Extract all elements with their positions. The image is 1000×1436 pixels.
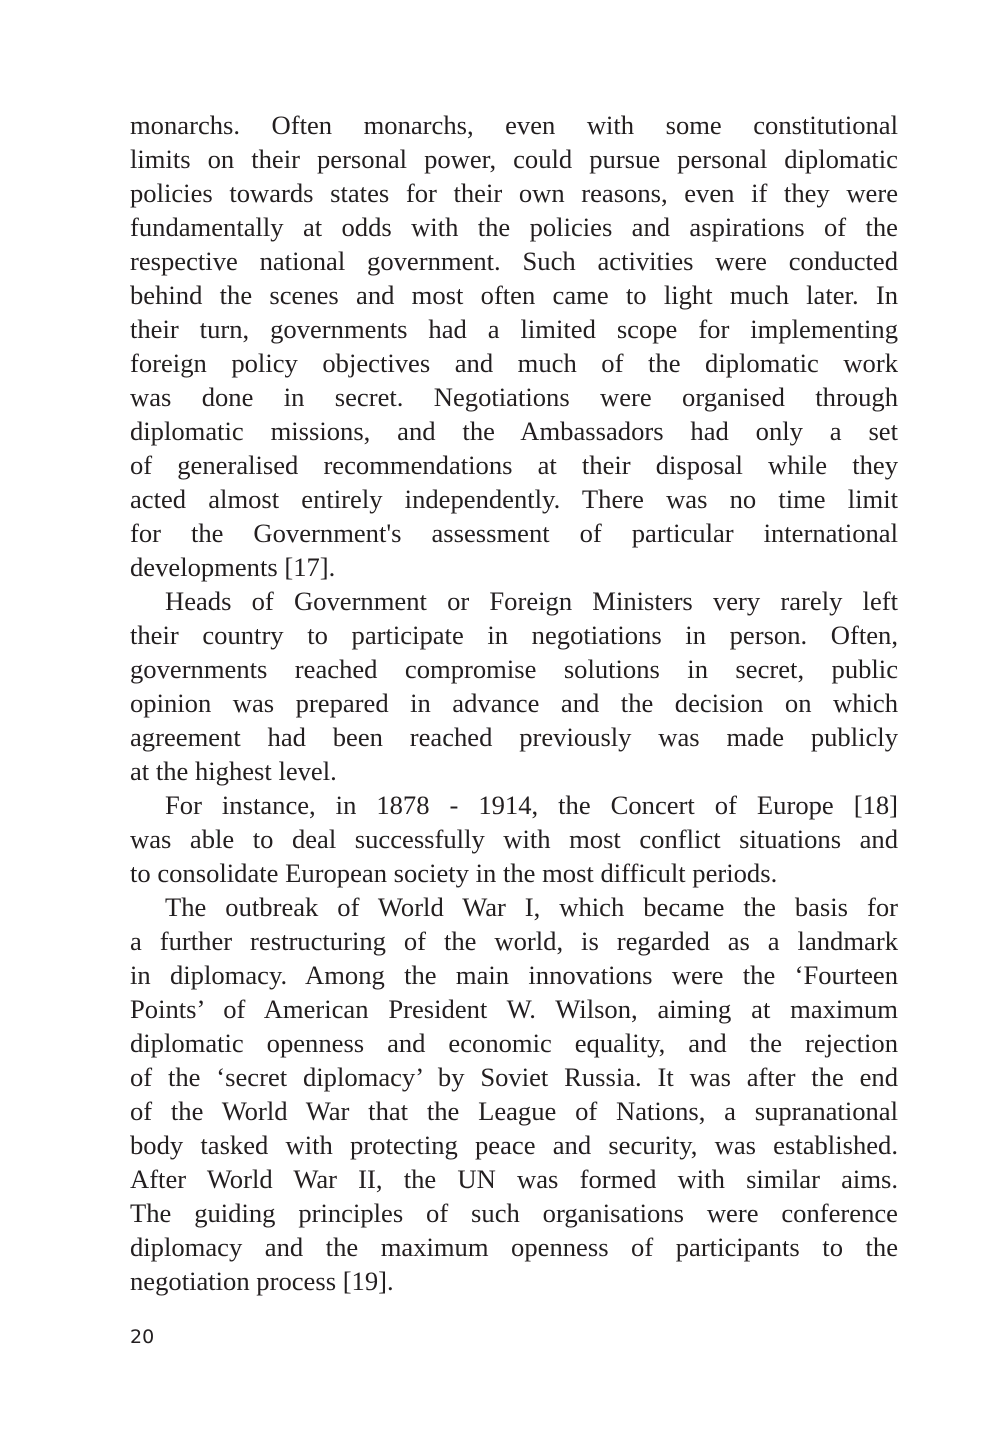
text-line: in diplomacy. Among the main innovations were the ‘Fourteen	[130, 960, 898, 990]
paragraph	[130, 584, 898, 788]
paragraph	[130, 788, 898, 890]
paragraph	[130, 890, 898, 1298]
text-line: of the ‘secret diplomacy’ by Soviet Russia. It was after the end	[130, 1062, 898, 1092]
text-line: The guiding principles of such organisations were conference	[130, 1198, 898, 1228]
text-line: a further restructuring of the world, is regarded as a landmark	[130, 926, 898, 956]
text-line: opinion was prepared in advance and the decision on which	[130, 688, 898, 718]
text-line: at the highest level.	[130, 756, 337, 786]
text-line: body tasked with protecting peace and security, was established.	[130, 1130, 898, 1160]
text-line: Heads of Government or Foreign Ministers very rarely left	[165, 586, 898, 616]
text-line: agreement had been reached previously was made publicly	[130, 722, 898, 752]
text-line: Points’ of American President W. Wilson, aiming at maximum	[130, 994, 898, 1024]
text-line: developments [17].	[130, 552, 336, 582]
text-line: for the Government's assessment of particular international	[130, 518, 898, 548]
text-line: diplomacy and the maximum openness of participants to the	[130, 1232, 898, 1262]
text-line: fundamentally at odds with the policies and aspirations of the	[130, 212, 898, 242]
text-line: behind the scenes and most often came to light much later. In	[130, 280, 898, 310]
text-line: to consolidate European society in the most difficult periods.	[130, 858, 778, 888]
text-line: respective national government. Such activities were conducted	[130, 246, 898, 276]
text-line: diplomatic openness and economic equality, and the rejection	[130, 1028, 898, 1058]
text-line: negotiation process [19].	[130, 1266, 394, 1296]
text-line: monarchs. Often monarchs, even with some constitutional	[130, 110, 898, 140]
text-line: of the World War that the League of Nations, a supranational	[130, 1096, 898, 1126]
text-line: acted almost entirely independently. There was no time limit	[130, 484, 898, 514]
text-line: policies towards states for their own reasons, even if they were	[130, 178, 898, 208]
text-line: After World War II, the UN was formed with similar aims.	[130, 1164, 898, 1194]
paragraph	[130, 108, 898, 584]
text-line: For instance, in 1878 - 1914, the Concert of Europe [18]	[165, 790, 898, 820]
page-number: 20	[130, 1326, 155, 1348]
text-line: limits on their personal power, could pursue personal diplomatic	[130, 144, 898, 174]
text-line: governments reached compromise solutions in secret, public	[130, 654, 898, 684]
text-line: was done in secret. Negotiations were organised through	[130, 382, 898, 412]
text-line: was able to deal successfully with most conflict situations and	[130, 824, 898, 854]
text-line: foreign policy objectives and much of the diplomatic work	[130, 348, 898, 378]
body-text	[130, 108, 898, 1298]
text-line: diplomatic missions, and the Ambassadors had only a set	[130, 416, 898, 446]
text-line: The outbreak of World War I, which became the basis for	[165, 892, 898, 922]
text-line: their turn, governments had a limited scope for implementing	[130, 314, 898, 344]
text-line: their country to participate in negotiations in person. Often,	[130, 620, 898, 650]
text-line: of generalised recommendations at their disposal while they	[130, 450, 898, 480]
